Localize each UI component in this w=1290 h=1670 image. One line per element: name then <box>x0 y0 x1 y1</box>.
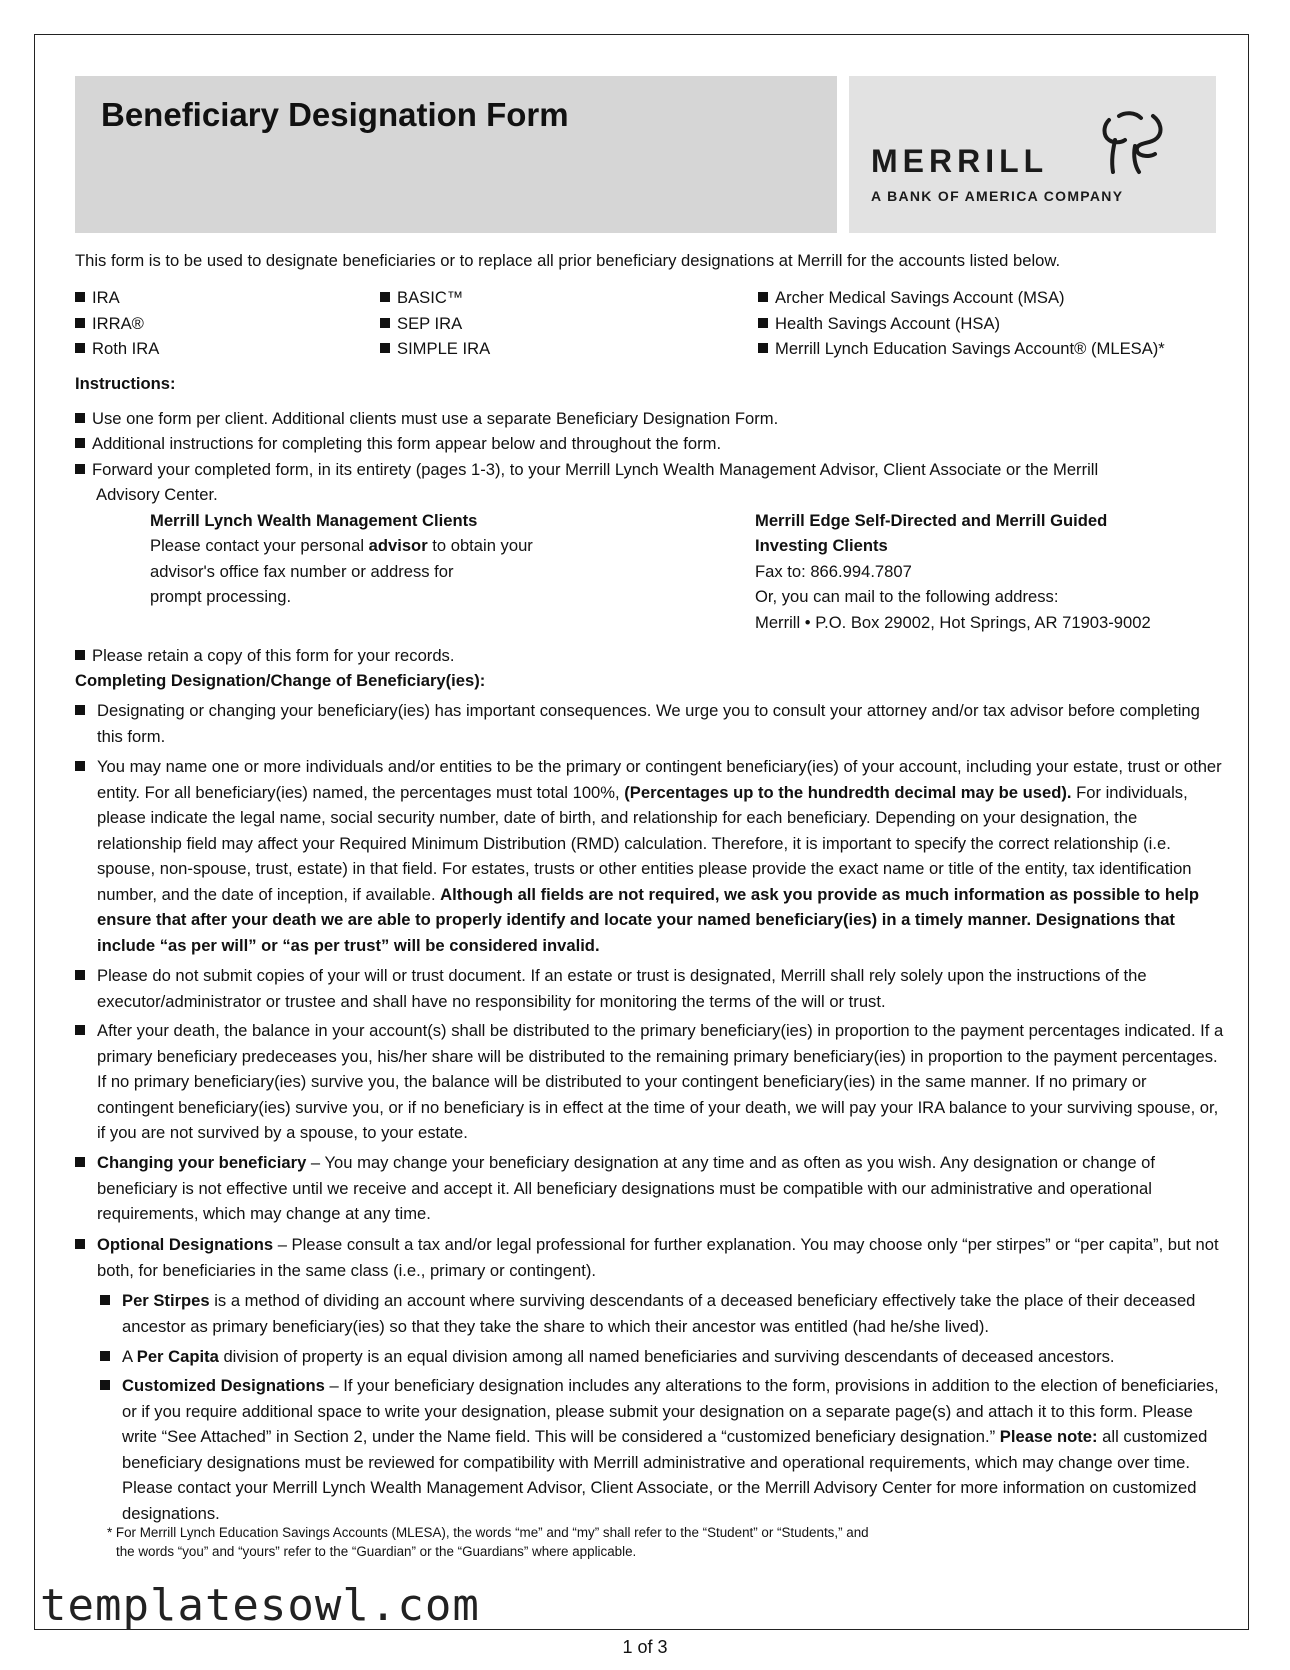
watermark: templatesowl.com <box>40 1580 480 1631</box>
title-banner <box>75 76 837 233</box>
list-item: SIMPLE IRA <box>380 336 490 362</box>
list-item: BASIC™ <box>380 285 490 311</box>
list-item: Merrill Lynch Education Savings Account® (MLESA)* <box>758 336 1165 362</box>
paragraph-optional: Optional Designations – Please consult a tax and/or legal professional for further explanation. You may choose only “per stirpes” or “per capita”, but not both, for beneficiaries in the same class (i.e., primary or contingent). <box>75 1232 1225 1283</box>
edge-clients-text: Or, you can mail to the following address: <box>755 587 1059 606</box>
list-item: IRRA® <box>75 311 159 337</box>
logo-wordmark: MERRILL <box>871 143 1049 179</box>
per-capita-item: A Per Capita division of property is an equal division among all named beneficiaries and surviving descendants of deceased ancestors. <box>100 1344 1225 1370</box>
instruction-item: Additional instructions for completing this form appear below and throughout the form. <box>75 431 721 457</box>
paragraph-naming: You may name one or more individuals and/or entities to be the primary or contingent beneficiary(ies) of your account, including your estate, trust or other entity. For all beneficiary(ies) named, the percentages must total 100%, (Percentages up to the hundredth decimal may be used). For individuals, please indicate the legal name, social security number, date of birth, and relationship for each beneficiary. Depending on your designation, the relationship field may affect your Required Minimum Distribution (RMD) calculation. Therefore, it is important to specify the correct relationship (i.e. spouse, non-spouse, trust, estate) in that field. For estates, trusts or other entities please provide the exact name or title of the entity, tax identification number, and the date of inception, if available. Although all fields are not required, we ask you provide as much information as possible to help ensure that after your death we are able to properly identify and locate your named beneficiary(ies) in a timely manner. Designations that include “as per will” or “as per trust” will be considered invalid. <box>75 754 1225 958</box>
list-item: Health Savings Account (HSA) <box>758 311 1165 337</box>
fax-number: Fax to: 866.994.7807 <box>755 562 912 581</box>
wm-clients-heading: Merrill Lynch Wealth Management Clients <box>150 511 478 530</box>
wm-clients-text: advisor's office fax number or address for <box>150 562 454 581</box>
instruction-item-cont: Advisory Center. <box>96 485 218 504</box>
wm-clients-text: prompt processing. <box>150 587 292 606</box>
list-item: SEP IRA <box>380 311 490 337</box>
account-list-col2 <box>380 285 490 362</box>
wm-clients-text: Please contact your personal advisor to obtain your <box>150 536 533 555</box>
customized-designations-item: Customized Designations – If your beneficiary designation includes any alterations to the form, provisions in addition to the election of beneficiaries, or if you require additional space to write your designation, please submit your designation on a separate page(s) and attach it to this form. Please write “See Attached” in Section 2, under the Name field. This will be considered a “customized beneficiary designation.” Please note: all customized beneficiary designations must be reviewed for compatibility with Merrill administrative and operational requirements, which may change over time. Please contact your Merrill Lynch Wealth Management Advisor, Client Associate, or the Merrill Advisory Center for more information on customized designations. <box>100 1373 1225 1526</box>
paragraph-consequences: Designating or changing your beneficiary(ies) has important consequences. We urge you to consult your attorney and/or tax advisor before completing this form. <box>75 698 1225 749</box>
mailing-address: Merrill • P.O. Box 29002, Hot Springs, AR 71903-9002 <box>755 613 1151 632</box>
page-title: Beneficiary Designation Form <box>101 96 569 133</box>
account-list-col1 <box>75 285 159 362</box>
edge-clients-heading: Investing Clients <box>755 536 888 555</box>
list-item: Roth IRA <box>75 336 159 362</box>
footnote: * For Merrill Lynch Education Savings Accounts (MLESA), the words “me” and “my” shall refer to the “Student” or “Students,” and the words “you” and “yours” refer to the “Guardian” or the “Guardians” where applicable. <box>107 1525 869 1559</box>
list-item: Archer Medical Savings Account (MSA) <box>758 285 1165 311</box>
page-number: 1 of 3 <box>622 1637 668 1657</box>
list-item: IRA <box>75 285 159 311</box>
instruction-item: Use one form per client. Additional clients must use a separate Beneficiary Designation Form. <box>75 406 778 432</box>
instruction-item: Forward your completed form, in its entirety (pages 1-3), to your Merrill Lynch Wealth Management Advisor, Client Associate or the Merrill <box>75 457 1098 483</box>
completing-heading: Completing Designation/Change of Beneficiary(ies): <box>75 671 486 690</box>
intro-text: This form is to be used to designate beneficiaries or to replace all prior beneficiary designations at Merrill for the accounts listed below. <box>75 251 1061 270</box>
edge-clients-heading: Merrill Edge Self-Directed and Merrill Guided <box>755 511 1108 530</box>
instructions-heading: Instructions: <box>75 374 176 393</box>
logo-subtitle: A BANK OF AMERICA COMPANY <box>871 188 1124 204</box>
bull-icon <box>1095 110 1175 180</box>
account-list-col3 <box>758 285 1165 362</box>
paragraph-changing: Changing your beneficiary – You may change your beneficiary designation at any time and as often as you wish. Any designation or change of beneficiary is not effective until we receive and accept it. All beneficiary designations must be compatible with our administrative and operational requirements, which may change at any time. <box>75 1150 1225 1227</box>
retain-copy-note: Please retain a copy of this form for your records. <box>75 643 454 669</box>
per-stirpes-item: Per Stirpes is a method of dividing an account where surviving descendants of a deceased beneficiary effectively take the place of their deceased ancestor as primary beneficiary(ies) so that they take the share to which their ancestor was entitled (had he/she lived). <box>100 1288 1225 1339</box>
paragraph-will-trust: Please do not submit copies of your will or trust document. If an estate or trust is designated, Merrill shall rely solely upon the instructions of the executor/administrator or trustee and shall have no responsibility for monitoring the terms of the will or trust. <box>75 963 1225 1014</box>
paragraph-distribution: After your death, the balance in your account(s) shall be distributed to the primary beneficiary(ies) in proportion to the payment percentages indicated. If a primary beneficiary predeceases you, his/her share will be distributed to the remaining primary beneficiary(ies) in proportion to the payment percentages. If no primary beneficiary(ies) survive you, the balance will be distributed to your contingent beneficiary(ies) in the same manner. If no primary or contingent beneficiary(ies) survive you, or if no beneficiary is in effect at the time of your death, we will pay your IRA balance to your surviving spouse, or, if you are not survived by a spouse, to your estate. <box>75 1018 1225 1146</box>
merrill-logo <box>849 76 1216 233</box>
